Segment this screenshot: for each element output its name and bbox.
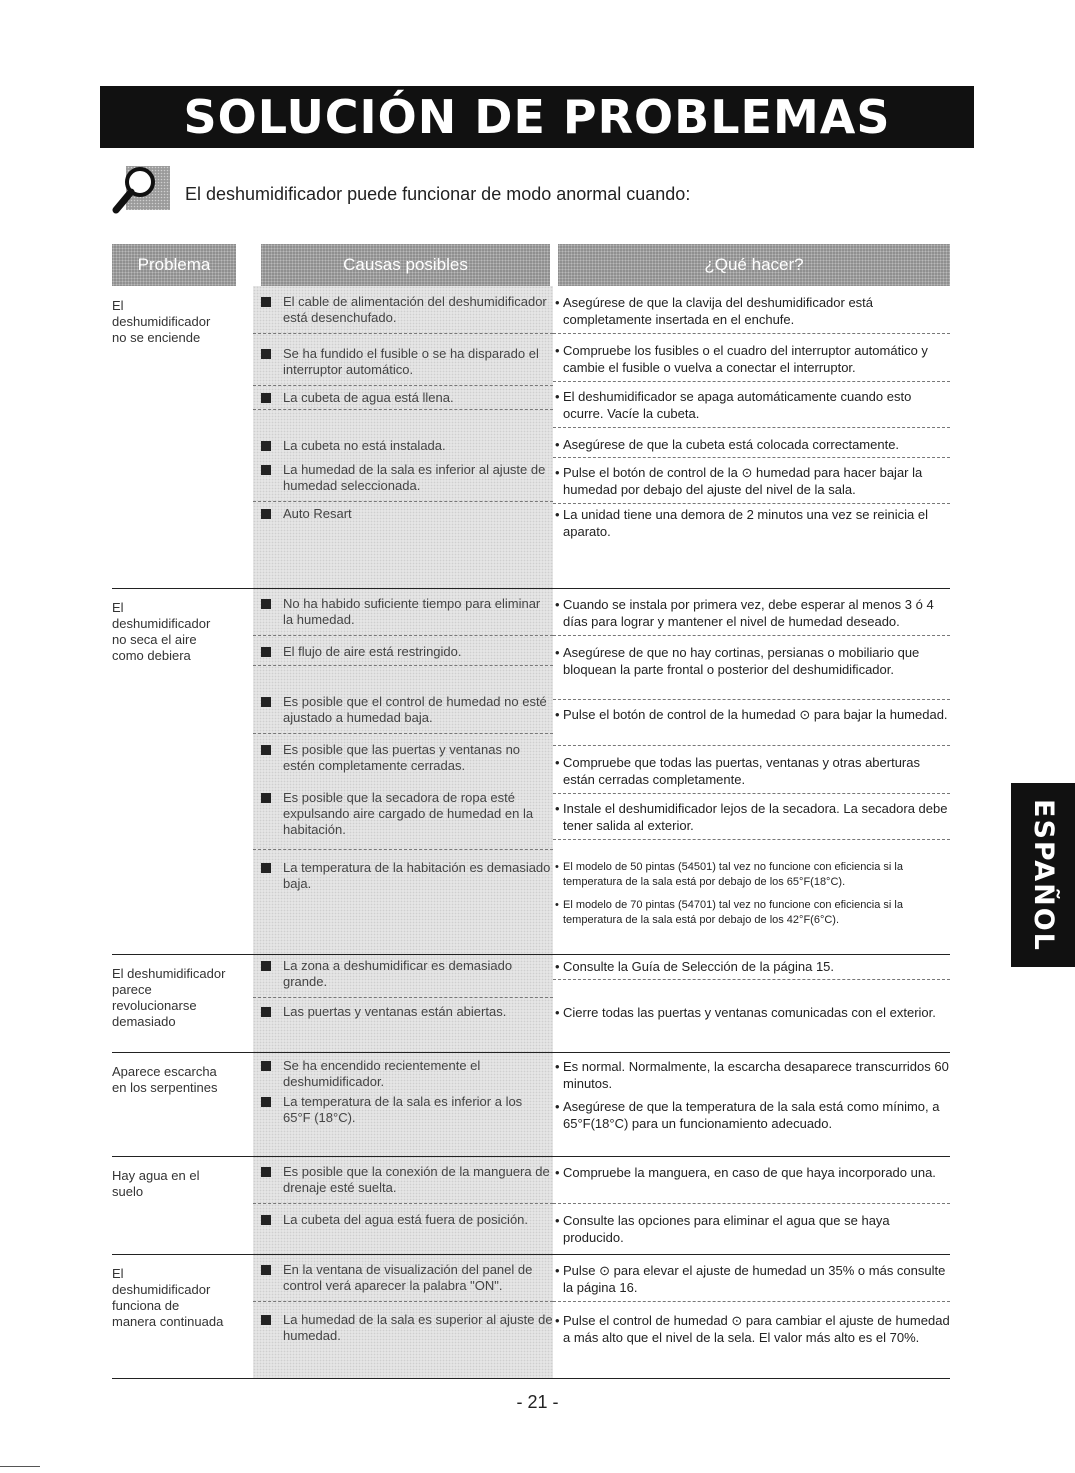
cause-text: Es posible que el control de humedad no esté ajustado a humedad baja. <box>283 694 547 725</box>
problem-label: El deshumidificador funciona de manera continuada <box>112 1266 224 1329</box>
solution-item <box>553 342 950 382</box>
solution-text: Consulte las opciones para eliminar el agua que se haya producido. <box>563 1213 890 1245</box>
cause-item <box>253 346 553 386</box>
cause-text: El cable de alimentación del deshumidificador está desenchufado. <box>283 294 547 325</box>
cause-item <box>253 1004 553 1026</box>
page-number: - 21 - <box>516 1392 559 1412</box>
solution-item <box>553 1098 950 1142</box>
troubleshooting-table <box>112 244 950 1379</box>
cause-text: La zona a deshumidificar es demasiado grande. <box>283 958 513 989</box>
bullet-square-icon <box>261 1007 271 1017</box>
solution-text: Compruebe que todas las puertas, ventanas y otras aberturas están cerradas completamente. <box>563 755 920 787</box>
solution-item <box>553 1312 950 1372</box>
problem-label: El deshumidificador no seca el aire como debiera <box>112 600 211 663</box>
causes-cell <box>253 1156 553 1254</box>
cause-item <box>253 1164 553 1204</box>
bullet-square-icon <box>261 793 271 803</box>
problem-label: El deshumidificador parece revolucionarse demasiado <box>112 966 226 1029</box>
solution-text: Cuando se instala por primera vez, debe esperar al menos 3 ó 4 días para lograr y mantener el nivel de humedad deseado. <box>563 597 934 629</box>
bullet-square-icon <box>261 509 271 519</box>
causes-cell <box>253 1052 553 1156</box>
cause-text: La humedad de la sala es inferior al ajuste de humedad seleccionada. <box>283 462 546 493</box>
solution-text: Es normal. Normalmente, la escarcha desaparece transcurridos 60 minutos. <box>563 1059 949 1091</box>
solutions-cell <box>553 1254 950 1378</box>
table-row <box>112 1156 950 1254</box>
cause-item <box>253 742 553 782</box>
problem-label: Hay agua en el suelo <box>112 1168 200 1199</box>
bullet-dot-icon: • <box>555 1059 560 1074</box>
solution-item <box>553 1262 950 1302</box>
cause-item <box>253 1312 553 1352</box>
table-row <box>112 1254 950 1378</box>
solution-item <box>553 436 950 458</box>
bullet-square-icon <box>261 599 271 609</box>
solution-text: Compruebe los fusibles o el cuadro del interruptor automático y cambie el fusible o vuelva a conectar el interruptor. <box>563 343 928 375</box>
bullet-dot-icon: • <box>555 755 560 770</box>
solution-text: Cierre todas las puertas y ventanas comunicadas con el exterior. <box>563 1005 936 1020</box>
table-header <box>112 244 950 286</box>
cause-text: Es posible que la conexión de la manguera de drenaje esté suelta. <box>283 1164 550 1195</box>
bullet-square-icon <box>261 465 271 475</box>
bullet-dot-icon: • <box>555 1005 560 1020</box>
cause-item <box>253 1212 553 1250</box>
solutions-cell <box>553 1156 950 1254</box>
language-tab: ESPAÑOL <box>1011 783 1075 967</box>
bullet-square-icon <box>261 1097 271 1107</box>
solution-item <box>553 1212 950 1252</box>
bullet-dot-icon: • <box>555 295 560 310</box>
solution-text: Asegúrese de que la temperatura de la sala está como mínimo, a 65°F(18°C) para un funcionamiento adecuado. <box>563 1099 940 1131</box>
bullet-dot-icon: • <box>555 899 559 911</box>
cause-item <box>253 1262 553 1302</box>
bullet-dot-icon: • <box>555 465 560 480</box>
solution-text: El deshumidificador se apaga automáticamente cuando esto ocurre. Vacíe la cubeta. <box>563 389 912 421</box>
cause-item <box>253 860 553 900</box>
bullet-square-icon <box>261 1315 271 1325</box>
cause-item <box>253 390 553 410</box>
bullet-square-icon <box>261 441 271 451</box>
causes-cell <box>253 286 553 588</box>
bullet-dot-icon: • <box>555 645 560 660</box>
table-row <box>112 954 950 1052</box>
bullet-dot-icon: • <box>555 1099 560 1114</box>
bullet-dot-icon: • <box>555 597 560 612</box>
bullet-square-icon <box>261 745 271 755</box>
bullet-square-icon <box>261 349 271 359</box>
cause-item <box>253 694 553 734</box>
solution-text: Consulte la Guía de Selección de la página 15. <box>563 959 835 974</box>
cause-item <box>253 644 553 666</box>
solutions-cell <box>553 1052 950 1156</box>
bullet-dot-icon: • <box>555 1213 560 1228</box>
solution-item <box>553 596 950 636</box>
cause-item <box>253 438 553 458</box>
bullet-square-icon <box>261 297 271 307</box>
solution-item <box>553 1058 950 1096</box>
causes-cell <box>253 1254 553 1378</box>
intro-text: El deshumidificador puede funcionar de modo anormal cuando: <box>185 184 691 204</box>
bullet-dot-icon: • <box>555 1263 560 1278</box>
solution-item <box>553 860 950 896</box>
solutions-cell <box>553 286 950 588</box>
cause-text: Se ha fundido el fusible o se ha disparado el interruptor automático. <box>283 346 539 377</box>
solution-text: Asegúrese de que la cubeta está colocada correctamente. <box>563 437 900 452</box>
solutions-cell <box>553 588 950 954</box>
causes-cell <box>253 588 553 954</box>
cause-text: Se ha encendido recientemente el deshumidificador. <box>283 1058 481 1089</box>
header-causes: Causas posibles <box>261 244 550 286</box>
bullet-square-icon <box>261 393 271 403</box>
cause-text: La temperatura de la habitación es demasiado baja. <box>283 860 551 891</box>
solution-item <box>553 1004 950 1042</box>
solution-text: Pulse el control de humedad ⊙ para cambiar el ajuste de humedad a más alto que el nivel de la sela. El valor más alto es el 70%. <box>563 1313 950 1345</box>
cause-text: La cubeta de agua está llena. <box>283 390 454 405</box>
solution-item <box>553 898 950 934</box>
bullet-square-icon <box>261 1167 271 1177</box>
bullet-dot-icon: • <box>555 959 560 974</box>
solution-item <box>553 706 950 746</box>
solution-item <box>553 958 950 980</box>
cause-item <box>253 596 553 636</box>
solution-item <box>553 294 950 334</box>
cause-text: La temperatura de la sala es inferior a los 65°F (18°C). <box>283 1094 523 1125</box>
solution-text: El modelo de 50 pintas (54501) tal vez no funcione con eficiencia si la temperatura de la sala está por debajo de los 65°F(18°C). <box>563 861 903 888</box>
bullet-dot-icon: • <box>555 507 560 522</box>
table-row <box>112 286 950 588</box>
row-divider <box>112 1052 950 1053</box>
header-problem: Problema <box>112 244 236 286</box>
header-solution: ¿Qué hacer? <box>558 244 950 286</box>
solution-item <box>553 464 950 504</box>
solution-text: Asegúrese de que no hay cortinas, persianas o mobiliario que bloquean la parte frontal o posterior del deshumidificador. <box>563 645 920 677</box>
row-divider <box>112 1254 950 1255</box>
cause-item <box>253 1094 553 1134</box>
solution-text: La unidad tiene una demora de 2 minutos una vez se reinicia el aparato. <box>563 507 928 539</box>
cause-text: Auto Resart <box>283 506 352 521</box>
solution-item <box>553 754 950 794</box>
solution-item <box>553 800 950 840</box>
bullet-square-icon <box>261 1061 271 1071</box>
causes-cell <box>253 954 553 1052</box>
solution-item <box>553 1164 950 1204</box>
solutions-cell <box>553 954 950 1052</box>
bullet-dot-icon: • <box>555 389 560 404</box>
cause-item <box>253 790 553 850</box>
bullet-dot-icon: • <box>555 1165 560 1180</box>
bullet-square-icon <box>261 863 271 873</box>
solution-item <box>553 644 950 700</box>
magnifier-icon <box>112 160 172 216</box>
solution-text: Pulse el botón de control de la ⊙ humedad para hacer bajar la humedad por debajo del ajuste del nivel de la sala. <box>563 465 923 497</box>
cause-item <box>253 506 553 526</box>
page-title: SOLUCIÓN DE PROBLEMAS <box>100 86 974 148</box>
cause-item <box>253 1058 553 1096</box>
cause-text: Es posible que las puertas y ventanas no estén completamente cerradas. <box>283 742 521 773</box>
solution-item <box>553 506 950 546</box>
bullet-square-icon <box>261 647 271 657</box>
divider <box>0 1466 40 1467</box>
bullet-dot-icon: • <box>555 861 559 873</box>
bullet-dot-icon: • <box>555 1313 560 1328</box>
cause-text: En la ventana de visualización del panel de control verá aparecer la palabra "ON". <box>283 1262 533 1293</box>
intro <box>112 160 972 220</box>
cause-item <box>253 462 553 502</box>
problem-label: Aparece escarcha en los serpentines <box>112 1064 218 1095</box>
solution-text: El modelo de 70 pintas (54701) tal vez no funcione con eficiencia si la temperatura de la sala está por debajo de los 42°F(6°C). <box>563 899 903 926</box>
table-row <box>112 588 950 954</box>
bullet-dot-icon: • <box>555 437 560 452</box>
solution-text: Compruebe la manguera, en caso de que haya incorporado una. <box>563 1165 936 1180</box>
table-bottom-rule <box>112 1378 950 1379</box>
cause-text: El flujo de aire está restringido. <box>283 644 462 659</box>
bullet-square-icon <box>261 1265 271 1275</box>
solution-item <box>553 388 950 428</box>
problem-label: El deshumidificador no se enciende <box>112 298 211 345</box>
row-divider <box>112 1156 950 1157</box>
row-divider <box>112 954 950 955</box>
solution-text: Instale el deshumidificador lejos de la secadora. La secadora debe tener salida al exterior. <box>563 801 948 833</box>
bullet-dot-icon: • <box>555 343 560 358</box>
cause-text: Las puertas y ventanas están abiertas. <box>283 1004 507 1019</box>
table-row <box>112 1052 950 1156</box>
cause-text: La cubeta del agua está fuera de posición. <box>283 1212 529 1227</box>
solution-text: Asegúrese de que la clavija del deshumidificador está completamente insertada en el enchufe. <box>563 295 874 327</box>
cause-item <box>253 958 553 998</box>
bullet-square-icon <box>261 1215 271 1225</box>
solution-text: Pulse ⊙ para elevar el ajuste de humedad un 35% o más consulte la página 16. <box>563 1263 946 1295</box>
table-body <box>112 286 950 1379</box>
bullet-dot-icon: • <box>555 707 560 722</box>
cause-item <box>253 294 553 334</box>
bullet-square-icon <box>261 697 271 707</box>
bullet-square-icon <box>261 961 271 971</box>
cause-text: La humedad de la sala es superior al ajuste de humedad. <box>283 1312 553 1343</box>
cause-text: Es posible que la secadora de ropa esté expulsando aire cargado de humedad en la habitación. <box>283 790 534 837</box>
cause-text: No ha habido suficiente tiempo para eliminar la humedad. <box>283 596 541 627</box>
row-divider <box>112 588 950 589</box>
cause-text: La cubeta no está instalada. <box>283 438 446 453</box>
solution-text: Pulse el botón de control de la humedad ⊙ para bajar la humedad. <box>563 707 948 722</box>
bullet-dot-icon: • <box>555 801 560 816</box>
